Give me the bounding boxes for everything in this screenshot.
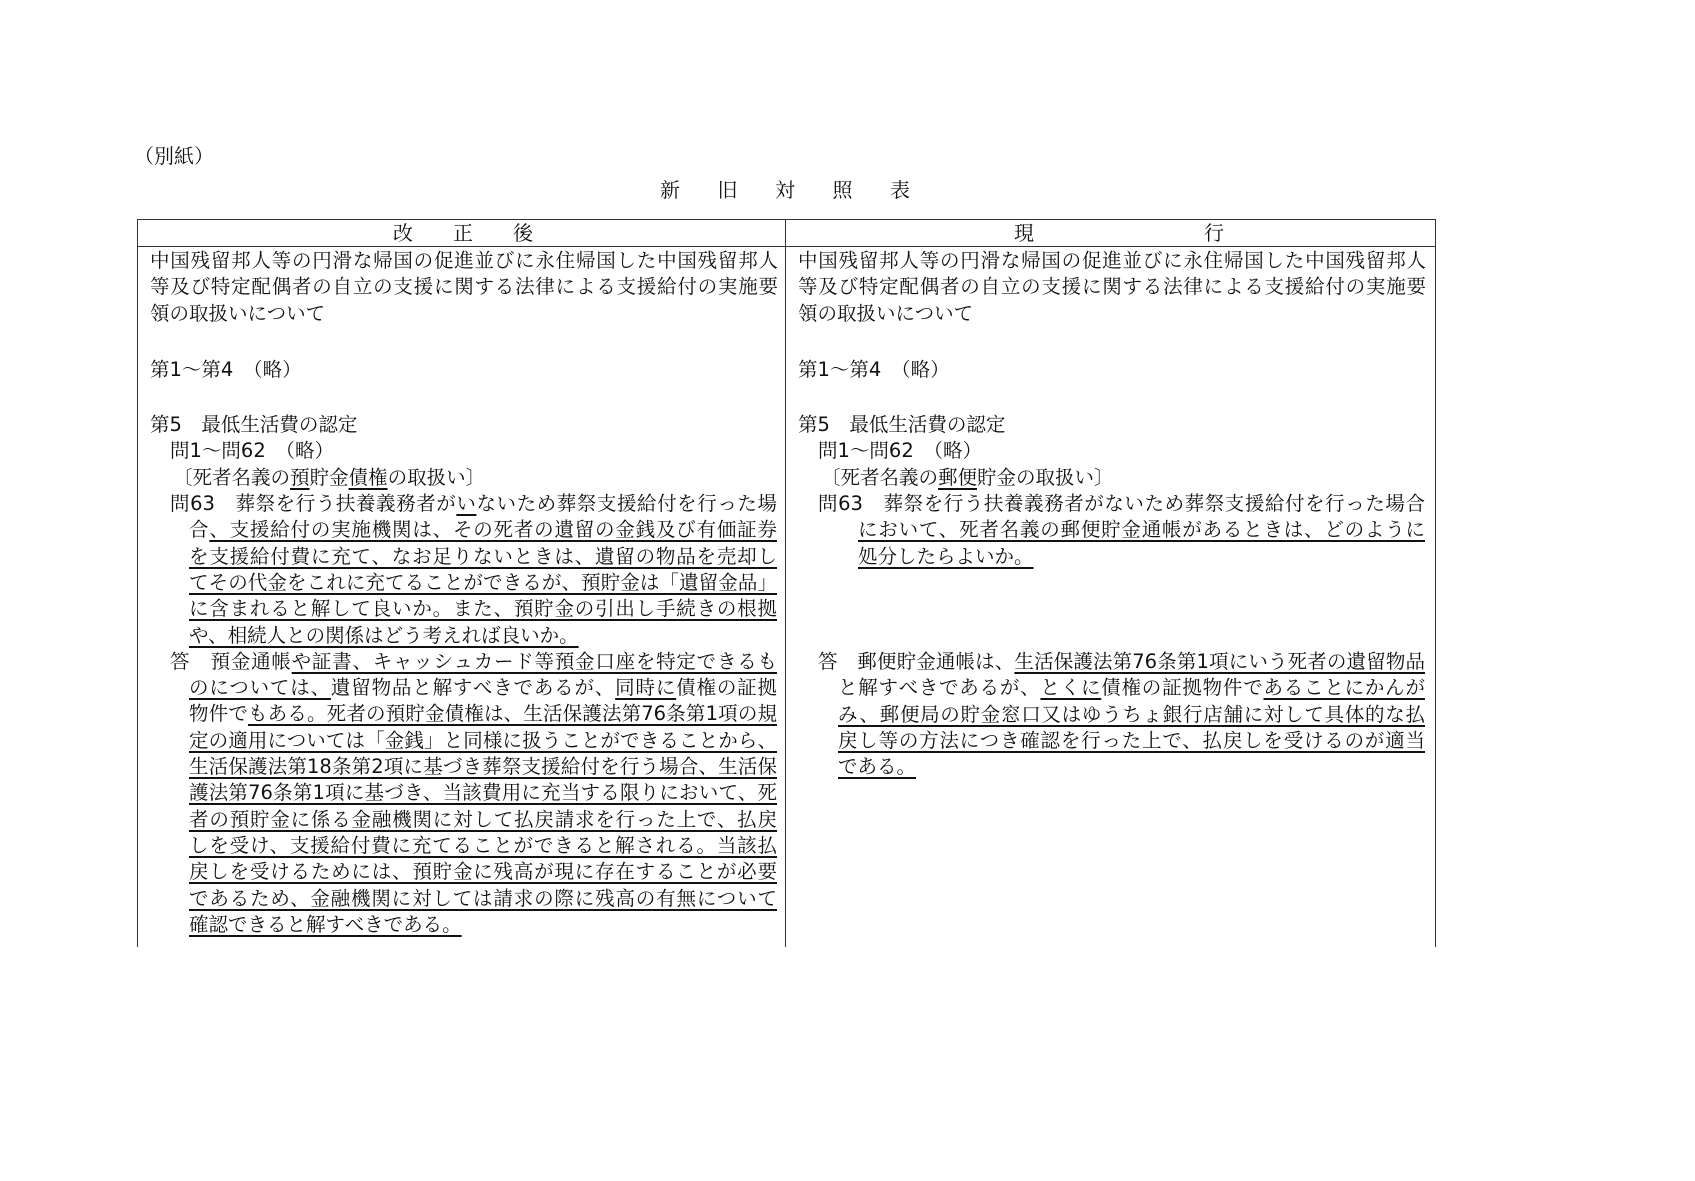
underlined-revision-text: 生活保護法第76条第1項にいう死者の遺留物品: [1014, 649, 1425, 673]
text-line: [189, 859, 777, 885]
text-segment: ないため葬祭支援給付を行った場: [476, 492, 777, 516]
underlined-revision-text: 戻し等の方法につき確認を行った上で、払戻しを受けるのが適当: [838, 728, 1425, 752]
text-line: [838, 675, 1425, 701]
underlined-revision-text: 戻しを受けるためには、預貯金に残高が現に存在することが必要: [189, 860, 777, 884]
header-char: 現: [1014, 221, 1034, 245]
underlined-revision-text: しを受け、支援給付費に充てることができると解される。当該払: [189, 833, 777, 857]
answer-cont: [189, 675, 777, 938]
underlined-revision-text: てその代金をこれに充てることができるが、預貯金は「遺留金品」: [189, 570, 777, 594]
text-segment: 中国残留邦人等の円滑な帰国の促進並びに永住帰国した中国残留邦人: [150, 249, 778, 272]
section-1-4: [150, 357, 778, 383]
attachment-label: （別紙）: [134, 144, 214, 168]
title-char: 表: [890, 178, 910, 202]
text-line: [170, 649, 777, 675]
text-line: [189, 570, 777, 596]
question-63: [170, 491, 777, 517]
text-segment: 中国残留邦人等の円滑な帰国の促進並びに永住帰国した中国残留邦人: [798, 249, 1426, 272]
text-segment: 合: [189, 518, 210, 542]
questions-1-62: [818, 438, 1426, 464]
text-segment: 貯金の取扱い〕: [977, 465, 1114, 489]
text-segment: 答 預金通帳: [170, 649, 292, 673]
text-line: [818, 649, 1425, 675]
text-line: [189, 780, 777, 806]
text-segment: 問63 葬祭を行う扶養義務者がないため葬祭支援給付を行った場合: [818, 492, 1425, 516]
underlined-revision-text: 定の適用については「金銭」と同様に扱うことができることから、: [189, 728, 777, 752]
answer: [818, 649, 1425, 675]
title-char: 照: [832, 178, 853, 202]
section-1-4: [798, 357, 1426, 383]
comparison-table: [137, 219, 1436, 947]
text-line: [838, 728, 1425, 754]
text-segment: 物件で: [189, 702, 248, 726]
text-line: [189, 833, 777, 859]
text-segment: 問1～問62 （略）: [170, 439, 334, 463]
text-segment: 第5 最低生活費の認定: [798, 413, 1006, 437]
text-segment: 遺留物品と解すべきであるが、: [330, 676, 616, 700]
text-segment: 等及び特定配偶者の自立の支援に関する法律による支援給付の実施要: [798, 275, 1426, 299]
intro-title: [150, 248, 778, 327]
text-line: [170, 438, 778, 464]
underlined-revision-text: のについては、: [189, 676, 331, 700]
underlined-revision-text: 債権: [348, 465, 388, 489]
text-line: [838, 702, 1425, 728]
title-char: 対: [775, 178, 795, 202]
underlined-revision-text: 生活保護法第18条第2項に基づき葬祭支援給付を行う場合、生活保: [189, 755, 777, 779]
text-segment: 債権の証拠: [676, 676, 777, 700]
underlined-revision-text: 護法第76条第1項に基づき、当該費用に充当する限りにおいて、死: [189, 781, 777, 805]
text-line: [798, 274, 1426, 300]
title-char: 新: [660, 178, 680, 202]
text-line: [818, 438, 1426, 464]
text-line: [150, 412, 778, 438]
text-line: [189, 807, 777, 833]
underlined-revision-text: 同時に: [615, 676, 677, 700]
text-segment: と解すべきであるが、: [838, 676, 1041, 700]
text-segment: 問63 葬祭を行う扶養義務者が: [170, 492, 457, 516]
text-line: [798, 301, 1426, 327]
text-line: [858, 517, 1425, 543]
answer: [170, 649, 777, 675]
underlined-revision-text: 、支援給付の実施機関は、その死者の遺留の金銭及び有価証券: [209, 518, 777, 542]
text-segment: 第5 最低生活費の認定: [150, 413, 358, 437]
text-line: [798, 412, 1426, 438]
header-char: 行: [1204, 221, 1224, 245]
text-line: [189, 886, 777, 912]
header-char: 改: [393, 221, 413, 245]
underlined-revision-text: 処分したらよいか。: [858, 544, 1034, 568]
header-current: [786, 220, 1435, 247]
underlined-revision-text: において、死者名義の郵便貯金通帳があるときは、どのように: [858, 518, 1425, 542]
text-segment: 答 郵便貯金通帳は、: [818, 649, 1015, 673]
text-line: [189, 517, 777, 543]
underlined-revision-text: い: [456, 492, 477, 516]
text-line: [170, 491, 777, 517]
underlined-revision-text: とくに: [1040, 676, 1102, 700]
underlined-revision-text: に含まれると解して良いか。また、預貯金の引出し手続きの根拠: [189, 597, 777, 621]
underlined-revision-text: み、郵便局の貯金窓口又はゆうちょ銀行店舗に対して具体的な払: [838, 702, 1425, 726]
page-title: [660, 174, 910, 203]
text-segment: 債権の証拠物件で: [1101, 676, 1264, 700]
answer-cont: [838, 675, 1425, 780]
title-char: 旧: [717, 178, 738, 202]
text-line: [189, 754, 777, 780]
underlined-revision-text: を支援給付費に充て、なお足りないときは、遺留の物品を売却し: [189, 544, 777, 568]
subheading: [821, 465, 1426, 491]
text-line: [189, 596, 777, 622]
text-line: [858, 544, 1425, 570]
revised-column: [150, 248, 778, 938]
underlined-revision-text: もある。死者の預貯金債権は、生活保護法第76条第1項の規: [248, 702, 777, 726]
question-63-cont: [189, 517, 777, 648]
text-segment: 領の取扱いについて: [798, 301, 974, 325]
text-line: [189, 912, 777, 938]
text-segment: 〔死者名義の: [821, 465, 939, 489]
header-char: 後: [513, 221, 533, 245]
subheading: [173, 465, 778, 491]
text-segment: 第1～第4 （略）: [150, 357, 302, 381]
text-line: [189, 701, 777, 727]
text-line: [150, 301, 778, 327]
text-segment: 貯金: [309, 465, 349, 489]
section-5: [150, 412, 778, 438]
underlined-revision-text: であるため、金融機関に対しては請求の際に残高の有無について: [189, 886, 777, 910]
text-line: [798, 357, 1426, 383]
text-line: [189, 675, 777, 701]
intro-title: [798, 248, 1426, 327]
question-63: [818, 491, 1425, 517]
text-line: [189, 544, 777, 570]
text-segment: 〔死者名義の: [173, 465, 291, 489]
underlined-revision-text: である。: [838, 755, 917, 779]
text-line: [150, 248, 778, 274]
text-line: [189, 623, 777, 649]
underlined-revision-text: あることにかんが: [1263, 676, 1425, 700]
text-segment: 第1～第4 （略）: [798, 357, 950, 381]
text-line: [838, 754, 1425, 780]
text-segment: 領の取扱いについて: [150, 301, 326, 325]
underlined-revision-text: 郵便: [938, 465, 978, 489]
text-line: [798, 248, 1426, 274]
text-line: [818, 491, 1425, 517]
text-segment: の取扱い〕: [387, 465, 486, 489]
text-segment: 問1～問62 （略）: [818, 439, 982, 463]
text-line: [150, 357, 778, 383]
underlined-revision-text: や、相続人との関係はどう考えれば良いか。: [189, 623, 579, 647]
section-5: [798, 412, 1426, 438]
underlined-revision-text: 者の預貯金に係る金融機関に対して払戻請求を行った上で、払戻: [189, 807, 777, 831]
header-revised: [138, 220, 785, 247]
question-63-cont: [858, 517, 1425, 570]
underlined-revision-text: 確認できると解すべきである。: [189, 912, 462, 936]
underlined-revision-text: や証書、キャッシュカード等預金口座を特定できるも: [291, 649, 777, 673]
text-segment: 等及び特定配偶者の自立の支援に関する法律による支援給付の実施要: [150, 275, 778, 299]
text-line: [150, 274, 778, 300]
text-line: [189, 728, 777, 754]
text-line: [173, 465, 778, 491]
text-line: [821, 465, 1426, 491]
header-char: 正: [453, 221, 473, 245]
questions-1-62: [170, 438, 778, 464]
current-column: [798, 248, 1426, 780]
column-divider: [785, 220, 786, 947]
underlined-revision-text: 預: [290, 465, 310, 489]
